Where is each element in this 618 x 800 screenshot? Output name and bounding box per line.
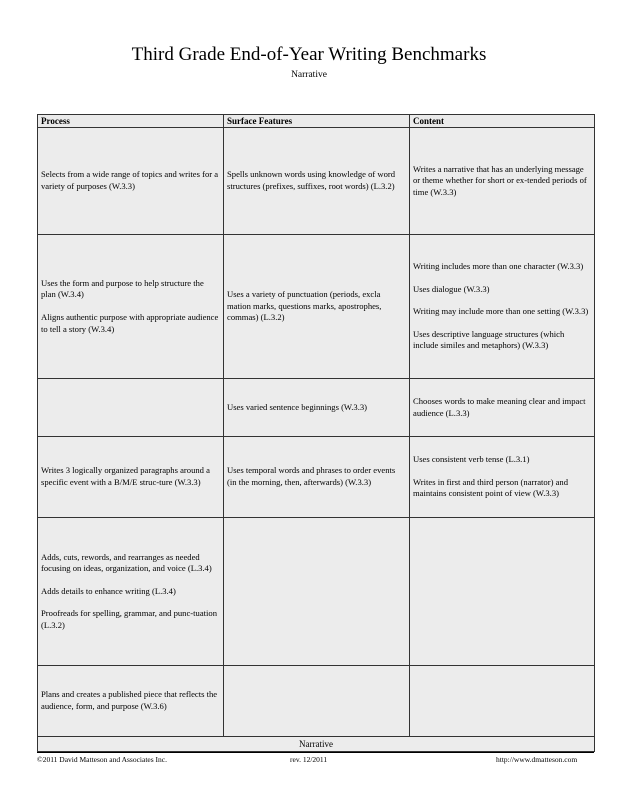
cell-text: Uses temporal words and phrases to order events (in the morning, then, afterwards) (W.3.3) <box>227 465 396 487</box>
surface-features-cell <box>224 379 410 437</box>
cell-text: Writing includes more than one character (W.3.3) <box>413 261 584 272</box>
content-cell <box>410 666 595 737</box>
cell-text: Adds, cuts, rewords, and rearranges as needed focusing on ideas, organization, and voice (L.3.4) <box>41 551 212 574</box>
process-cell <box>38 235 224 379</box>
content-cell <box>410 379 595 437</box>
process-cell <box>38 666 224 737</box>
cell-text: Selects from a wide range of topics and writes for a variety of purposes (W.3.3) <box>41 169 219 191</box>
page-subtitle: Narrative <box>291 70 327 80</box>
cell-text: Writing may include more than one setting (W.3.3) <box>413 306 589 317</box>
cell-text: Writes a narrative that has an underlying message or theme whether for short or ex-tended periods of time (W.3.3) <box>413 163 587 197</box>
surface-features-cell <box>224 518 410 666</box>
cell-text: Uses descriptive language structures (which include similes and metaphors) (W.3.3) <box>413 328 565 351</box>
cell-text: Uses consistent verb tense (L.3.1) <box>413 454 530 465</box>
header-process: Process <box>38 115 224 128</box>
process-cell <box>38 518 224 666</box>
table-footer-row <box>38 737 595 752</box>
cell-text: Writes in first and third person (narrator) and maintains consistent point of view (W.3.3) <box>413 476 569 499</box>
process-cell <box>38 379 224 437</box>
cell-text: Proofreads for spelling, grammar, and punc-tuation (L.3.2) <box>41 608 218 630</box>
table-row <box>38 437 595 518</box>
cell-text: Uses varied sentence beginnings (W.3.3) <box>227 401 368 412</box>
revision-text: rev. 12/2011 <box>290 755 328 764</box>
table-row <box>38 518 595 666</box>
cell-text: Adds details to enhance writing (L.3.4) <box>41 585 176 596</box>
content-cell <box>410 128 595 235</box>
table-footer-label: Narrative <box>38 737 595 752</box>
table-row <box>38 235 595 379</box>
content-cell <box>410 518 595 666</box>
cell-text: Spells unknown words using knowledge of word structures (prefixes, suffixes, root words) (L.3.2) <box>227 169 396 191</box>
surface-features-cell <box>224 437 410 518</box>
surface-features-cell <box>224 666 410 737</box>
benchmarks-table <box>37 114 595 752</box>
table-row <box>38 379 595 437</box>
process-cell <box>38 437 224 518</box>
surface-features-cell <box>224 128 410 235</box>
header-content: Content <box>410 115 595 128</box>
content-cell <box>410 437 595 518</box>
table-row <box>38 666 595 737</box>
process-cell <box>38 128 224 235</box>
cell-text: Chooses words to make meaning clear and impact audience (L.3.3) <box>413 395 586 418</box>
header-row <box>38 115 595 128</box>
surface-features-cell <box>224 235 410 379</box>
website-link[interactable]: http://www.dmatteson.com <box>496 755 578 764</box>
copyright-text: ©2011 David Matteson and Associates Inc. <box>37 755 167 764</box>
cell-text: Uses dialogue (W.3.3) <box>413 283 490 294</box>
cell-text: Uses the form and purpose to help structure the plan (W.3.4) <box>41 277 204 300</box>
cell-text: Writes 3 logically organized paragraphs around a specific event with a B/M/E struc-ture (W.3.3) <box>41 465 210 487</box>
content-cell <box>410 235 595 379</box>
footer-divider <box>37 752 594 753</box>
table-row <box>38 128 595 235</box>
page-title: Third Grade End-of-Year Writing Benchmarks <box>131 44 487 65</box>
cell-text: Plans and creates a published piece that reflects the audience, form, and purpose (W.3.6) <box>41 689 218 711</box>
cell-text: Aligns authentic purpose with appropriate audience to tell a story (W.3.4) <box>41 312 219 334</box>
header-surface-features: Surface Features <box>224 115 410 128</box>
cell-text: Uses a variety of punctuation (periods, excla mation marks, questions marks, apostrophes, commas) (L.3.2) <box>227 289 382 323</box>
